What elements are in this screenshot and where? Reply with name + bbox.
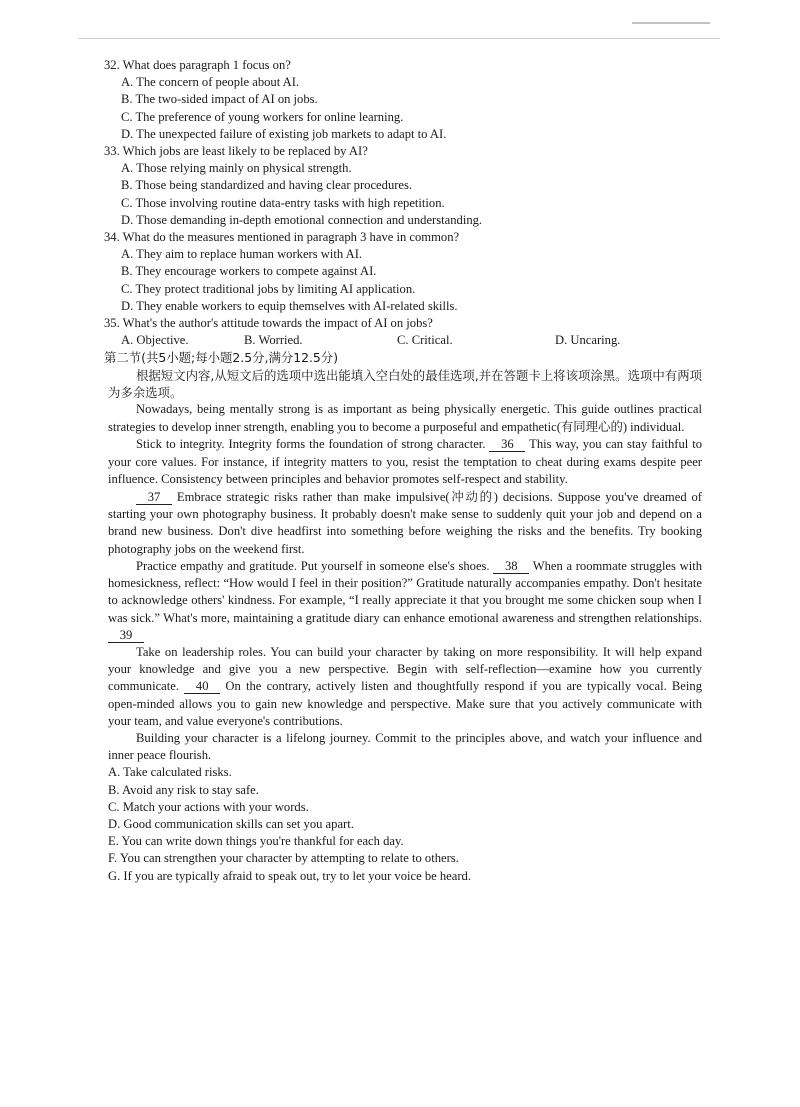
answer-option-f: F. You can strengthen your character by attempting to relate to others. <box>108 851 459 866</box>
answer-option-d: D. Good communication skills can set you apart. <box>108 816 354 831</box>
question-34 <box>104 229 702 315</box>
passage-paragraph-2: Stick to integrity. Integrity forms the foundation of strong character. 36 This way, you can stay faithful to your core values. For instance, if integrity matters to you, resist the temptation to cheat during exams despite peer influence. Consistency between principles and behavior promotes self-respect and stability. <box>108 437 703 486</box>
blank-38[interactable]: 38 <box>493 559 529 574</box>
answer-options <box>108 764 702 884</box>
passage-paragraph-1: Nowadays, being mentally strong is as important as being physically energetic. This guide outlines practical strategies to develop inner strength, enabling you to become a purposeful and empathetic(有同理心的) individual. <box>108 402 702 435</box>
blank-37[interactable]: 37 <box>136 490 172 505</box>
option-c: C. Those involving routine data-entry tasks with high repetition. <box>121 195 445 210</box>
section-title: 第二节(共5小题;每小题2.5分,满分12.5分) <box>104 350 339 366</box>
option-d: D. They enable workers to equip themselves with AI-related skills. <box>121 298 458 313</box>
question-32 <box>104 57 702 143</box>
question-stem: 34. What do the measures mentioned in paragraph 3 have in common? <box>104 230 460 245</box>
option-d: D. The unexpected failure of existing job markets to adapt to AI. <box>121 126 447 141</box>
option-a: A. Objective. <box>121 333 189 348</box>
option-b: B. Worried. <box>244 333 303 348</box>
passage-paragraph-5: Take on leadership roles. You can build your character by taking on more responsibility. It will help expand your knowledge and give you a new perspective. Begin with self-reflection—examine how you currently communicate. 40 On the contrary, actively listen and thoughtfully respond if you are typically vocal. Being open-minded allows you to gain new knowledge and perspective. Make sure that you actively communicate with your team, and value everyone's contributions. <box>108 644 702 728</box>
answer-option-g: G. If you are typically afraid to speak out, try to let your voice be heard. <box>108 868 471 883</box>
answer-option-e: E. You can write down things you're thankful for each day. <box>108 834 404 849</box>
question-stem: 32. What does paragraph 1 focus on? <box>104 58 291 72</box>
option-c: C. The preference of young workers for online learning. <box>121 109 404 124</box>
answer-option-a: A. Take calculated risks. <box>108 765 232 780</box>
option-a: A. Those relying mainly on physical strength. <box>121 161 352 176</box>
header-artifact <box>632 22 710 30</box>
passage-paragraph-6: Building your character is a lifelong journey. Commit to the principles above, and watch your influence and inner peace flourish. <box>108 730 702 763</box>
question-33 <box>104 143 702 229</box>
passage-paragraph-3: 37 Embrace strategic risks rather than make impulsive(冲动的) decisions. Suppose you've dreamed of starting your own photography business. It probably doesn't make sense to suddenly quit your job and depend on a brand new business. Don't dive headfirst into something before weighing the risks and the benefits. Try booking photography jobs on the weekend first. <box>108 489 702 556</box>
option-b: B. Those being standardized and having clear procedures. <box>121 178 413 193</box>
answer-option-b: B. Avoid any risk to stay safe. <box>108 782 259 797</box>
option-c: C. Critical. <box>397 333 453 348</box>
answer-option-c: C. Match your actions with your words. <box>108 799 309 814</box>
option-a: A. They aim to replace human workers with AI. <box>121 247 363 262</box>
passage-paragraph-4: Practice empathy and gratitude. Put yourself in someone else's shoes. 38 When a roommate struggles with homesickness, reflect: “How would I feel in their position?” Gratitude naturally accompanies empathy. Don't hesitate to acknowledge others' kindness. For example, “I really appreciate it that you brought me some chicken soup when I was sick.” What's more, maintaining a gratitude diary can enhance emotional awareness and strengthen relationships. 39 <box>108 558 702 642</box>
option-a: A. The concern of people about AI. <box>121 75 300 90</box>
option-d: D. Uncaring. <box>555 333 621 348</box>
question-stem: 35. What's the author's attitude towards the impact of AI on jobs? <box>104 316 433 331</box>
question-stem: 33. Which jobs are least likely to be replaced by AI? <box>104 144 368 159</box>
exam-page <box>104 57 703 885</box>
option-b: B. They encourage workers to compete against AI. <box>121 264 377 279</box>
blank-36[interactable]: 36 <box>489 437 525 452</box>
option-c: C. They protect traditional jobs by limiting AI application. <box>121 281 416 296</box>
blank-40[interactable]: 40 <box>184 679 220 694</box>
blank-39[interactable]: 39 <box>108 628 144 643</box>
option-d: D. Those demanding in-depth emotional connection and understanding. <box>121 212 483 227</box>
question-35 <box>104 315 702 349</box>
top-rule <box>78 38 720 39</box>
options-row <box>108 332 702 349</box>
option-b: B. The two-sided impact of AI on jobs. <box>121 92 318 107</box>
section-instruction: 根据短文内容,从短文后的选项中选出能填入空白处的最佳选项,并在答题卡上将该项涂黑。选项中有两项为多余选项。 <box>108 367 702 400</box>
